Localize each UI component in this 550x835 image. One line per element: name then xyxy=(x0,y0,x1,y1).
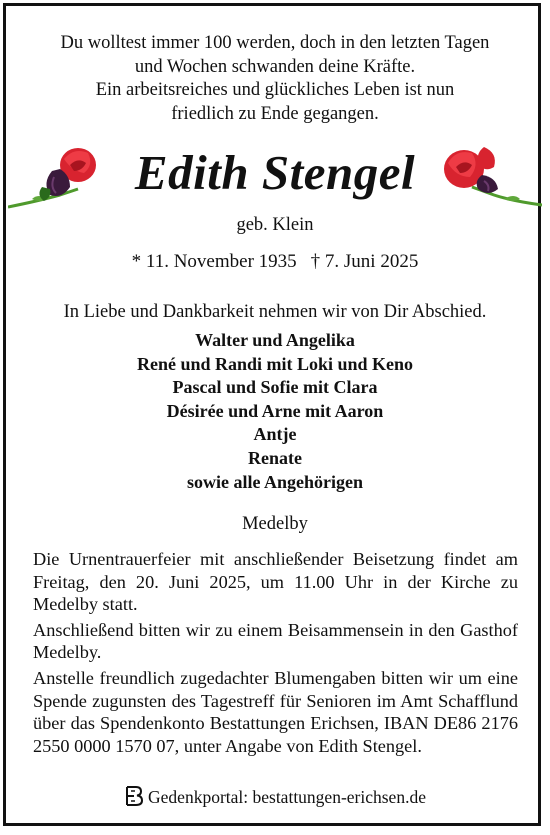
mourners-list xyxy=(0,329,550,494)
birth-name: geb. Klein xyxy=(236,215,314,235)
footer xyxy=(0,785,550,809)
eb-monogram-icon xyxy=(124,785,144,807)
birth-date: * 11. November 1935 xyxy=(131,251,297,272)
service-paragraph: Die Urnentrauerfeier mit anschließender Beisetzung findet am Freitag, den 20. Juni 2025, um 11.00 Uhr in der Kirche zu Medelby statt. xyxy=(33,549,518,615)
reception-paragraph: Anschließend bitten wir zu einem Beisammensein in den Gasthof Medelby. xyxy=(33,619,518,663)
intro-line: friedlich zu Ende gegangen. xyxy=(171,103,379,124)
deceased-name: Edith Stengel xyxy=(134,145,416,200)
memorial-portal-link[interactable]: Gedenkportal: bestattungen-erichsen.de xyxy=(148,787,426,807)
place-name: Medelby xyxy=(242,514,308,534)
life-dates xyxy=(0,250,550,274)
mourner-line: Pascal und Sofie mit Clara xyxy=(172,377,378,398)
mourner-line: Antje xyxy=(253,424,297,445)
intro-line: Du wolltest immer 100 werden, doch in den letzten Tagen xyxy=(60,33,490,53)
mourner-line: Désirée und Arne mit Aaron xyxy=(166,400,384,421)
death-date: † 7. Juni 2025 xyxy=(310,251,419,272)
service-details xyxy=(33,548,518,760)
mourner-line: Walter und Angelika xyxy=(195,330,355,350)
mourner-line: sowie alle Angehörigen xyxy=(187,471,363,492)
donation-paragraph: Anstelle freundlich zugedachter Blumengaben bitten wir um eine Spende zugunsten des Tagestreff für Senioren im Amt Schafflund über das Spendenkonto Bestattungen Erichsen, IBAN DE86 2176 2550 0000 1570 07, unter Angabe von Edith Stengel. xyxy=(33,667,518,756)
mourner-line: Renate xyxy=(248,447,302,468)
intro-line: Ein arbeitsreiches und glückliches Leben ist nun xyxy=(95,80,455,100)
farewell-line: In Liebe und Dankbarkeit nehmen wir von Dir Abschied. xyxy=(63,302,487,322)
mourner-line: René und Randi mit Loki und Keno xyxy=(136,353,414,374)
intro-verse xyxy=(0,32,550,126)
intro-line: und Wochen schwanden deine Kräfte. xyxy=(134,56,416,77)
